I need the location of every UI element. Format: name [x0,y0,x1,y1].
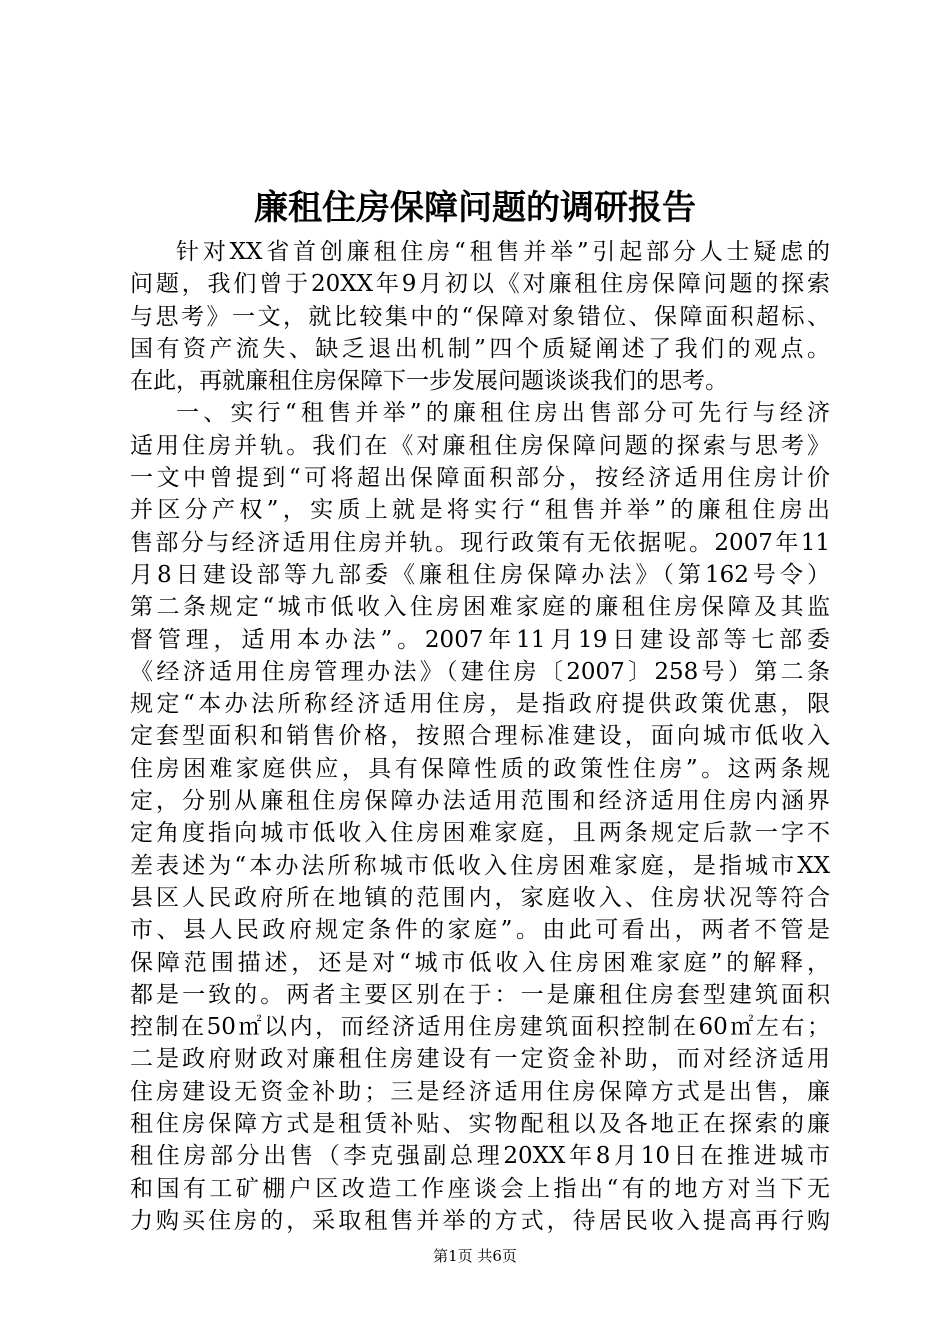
paragraph-2 [130,397,830,1237]
text-line: 并区分产权”，实质上就是将实行“租售并举”的廉租住房出 [130,497,830,524]
text-line: 市、县人民政府规定条件的家庭”。由此可看出，两者不管是 [130,917,830,944]
text-line: 售部分与经济适用住房并轨。现行政策有无依据呢。2007年11 [130,529,830,556]
text-line: 住房建设无资金补助；三是经济适用住房保障方式是出售，廉 [130,1078,830,1105]
text-line: 住房困难家庭供应，具有保障性质的政策性住房”。这两条规 [130,755,830,782]
text-line: 和国有工矿棚户区改造工作座谈会上指出“有的地方对当下无 [130,1175,830,1202]
text-line: 适用住房并轨。我们在《对廉租住房保障问题的探索与思考》 [130,432,830,459]
text-line: 定套型面积和销售价格，按照合理标准建设，面向城市低收入 [130,723,830,750]
text-line: 保障范围描述，还是对“城市低收入住房困难家庭”的解释， [130,949,830,976]
text-line: 差表述为“本办法所称城市低收入住房困难家庭，是指城市XX [130,852,830,879]
text-line: 《经济适用住房管理办法》（建住房〔2007〕258号）第二条 [130,658,830,685]
text-line: 控制在50㎡以内，而经济适用住房建筑面积控制在60㎡左右； [130,1014,830,1041]
text-line: 与思考》一文，就比较集中的“保障对象错位、保障面积超标、 [130,303,830,330]
text-line: 租住房保障方式是租赁补贴、实物配租以及各地正在探索的廉 [130,1111,830,1138]
document-title: 廉租住房保障问题的调研报告 [254,188,696,228]
text-line: 租住房部分出售（李克强副总理20XX年8月10日在推进城市 [130,1143,830,1170]
text-line: 第二条规定“城市低收入住房困难家庭的廉租住房保障及其监 [130,594,830,621]
text-line: 县区人民政府所在地镇的范围内，家庭收入、住房状况等符合 [130,884,830,911]
text-line: 都是一致的。两者主要区别在于：一是廉租住房套型建筑面积 [130,981,830,1008]
text-line: 二是政府财政对廉租住房建设有一定资金补助，而对经济适用 [130,1046,830,1073]
text-line: 针对XX省首创廉租住房“租售并举”引起部分人士疑虑的 [176,239,830,265]
text-line: 国有资产流失、缺乏退出机制”四个质疑阐述了我们的观点。 [130,335,830,362]
text-line: 规定“本办法所称经济适用住房，是指政府提供政策优惠，限 [130,691,830,718]
text-line: 问题，我们曾于20XX年9月初以《对廉租住房保障问题的探索 [130,271,830,298]
text-line: 定，分别从廉租住房保障办法适用范围和经济适用住房内涵界 [130,788,830,815]
paragraph-1 [130,236,830,397]
text-line: 月8日建设部等九部委《廉租住房保障办法》（第162号令） [130,561,830,588]
page-number-footer: 第1页 共6页 [433,1247,517,1265]
text-line: 一、实行“租售并举”的廉租住房出售部分可先行与经济 [176,400,830,427]
text-line: 督管理，适用本办法”。2007年11月19日建设部等七部委 [130,626,830,653]
text-line: 在此，再就廉租住房保障下一步发展问题谈谈我们的思考。 [130,368,728,395]
text-line: 定角度指向城市低收入住房困难家庭，且两条规定后款一字不 [130,820,830,847]
text-line: 力购买住房的，采取租售并举的方式，待居民收入提高再行购 [130,1207,830,1234]
document-body [130,236,830,1237]
text-line: 一文中曾提到“可将超出保障面积部分，按经济适用住房计价 [130,465,830,492]
